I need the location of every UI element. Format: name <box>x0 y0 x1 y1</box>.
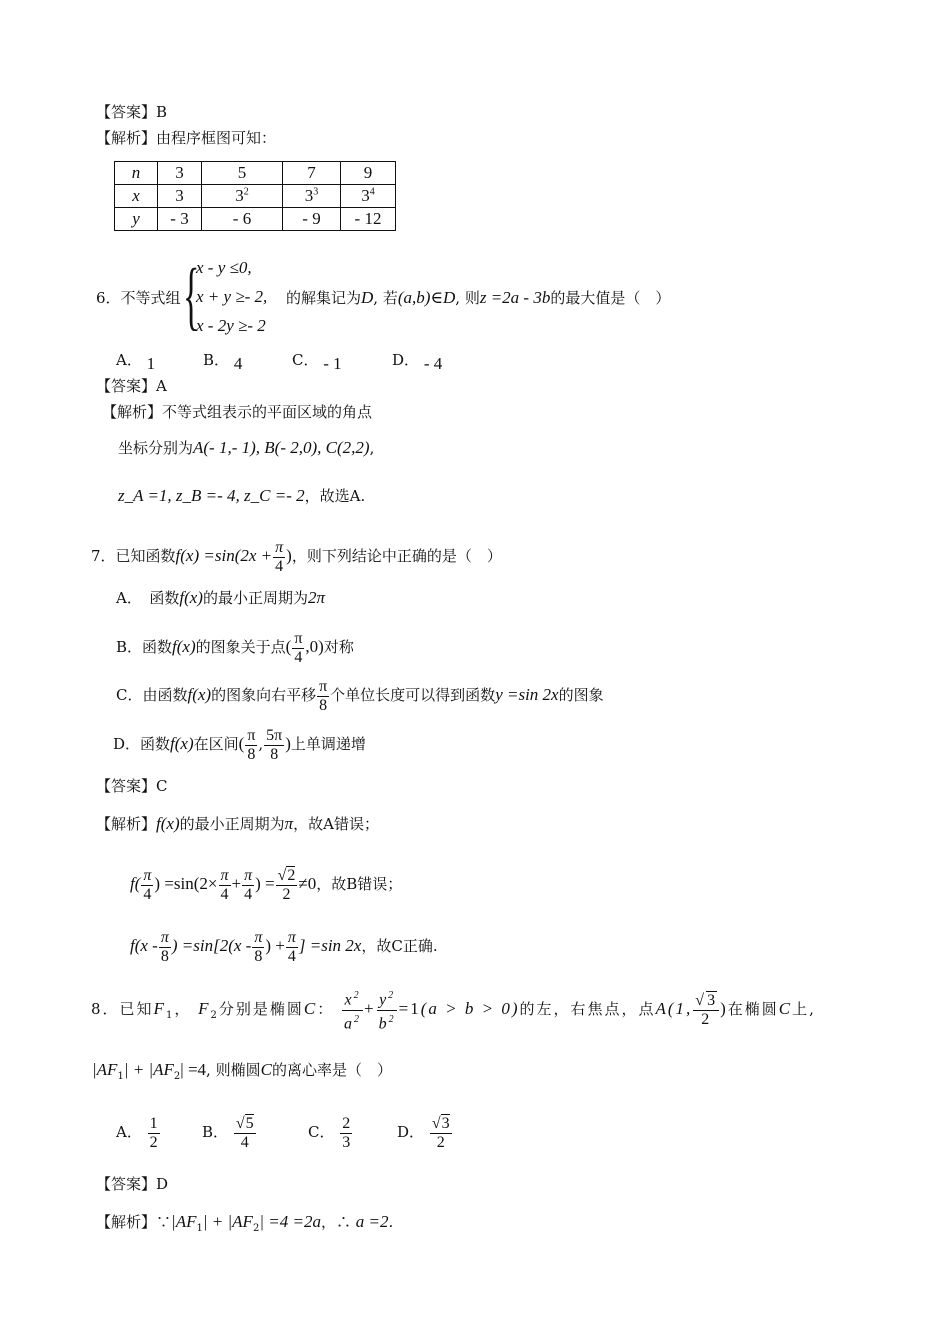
q6-option-a: A． 1 <box>116 351 156 373</box>
q7-option-a: A． 函数f(x)的最小正周期为2π <box>116 588 325 607</box>
q7-stem: 7．已知函数f(x) =sin(2x + $\frac{\pi}{4}$ )，则下列结论中正确的是（ ） <box>91 538 502 575</box>
q7-analysis-2: f( $\frac{\pi}{4}$ ) =sin(2× $\frac{\pi}{4}$ + $\frac{\pi}{4}$ ) = $\frac{√2}{2}$ ≠0，故B错误； <box>130 866 403 903</box>
table-head-y: y <box>115 208 158 231</box>
table-row <box>115 208 396 231</box>
table-cell: 3 <box>158 162 202 185</box>
table-head-x: x <box>115 185 158 208</box>
q7-answer: 【答案】C <box>96 777 168 795</box>
table-cell: $3^2$ <box>202 185 283 208</box>
q6-number: 6．不等式组 <box>96 289 181 307</box>
q6-option-c: C． - 1 <box>292 351 342 373</box>
q6-analysis-2: 坐标分别为A(- 1,- 1), B(- 2,0), C(2,2), <box>118 438 375 457</box>
q8-stem-line1: 8．已知$F_1$， $F_2$分别是椭圆C： $\frac{x^2}{a^2}$ + $\frac{y^2}{b^2}$ =1(a > b > 0)的左，右焦点，点A(1, $\frac{√3}{2}$ )在椭圆C上, <box>91 986 816 1039</box>
q8-option-d: D． $\frac{√3}{2}$ <box>397 1114 450 1151</box>
q5-analysis: 【解析】由程序框图可知： <box>96 129 277 147</box>
system-brace: { <box>183 254 200 338</box>
table-cell: - 9 <box>283 208 341 231</box>
q7-analysis-1: 【解析】f(x)的最小正周期为π，故A错误； <box>96 814 380 833</box>
q8-analysis: 【解析】$\because|AF_1| + |AF_2| =4 =2a$，∴ a =2. <box>96 1212 394 1234</box>
table-cell: - 3 <box>158 208 202 231</box>
q6-analysis-3: z_A =1, z_B =- 4, z_C =- 2，故选A. <box>118 486 366 505</box>
q7-option-d: D．函数f(x)在区间( $\frac{\pi}{8}$ , $\frac{5\pi}{8}$ )上单调递增 <box>113 726 366 763</box>
table-cell: - 12 <box>341 208 396 231</box>
table-cell: 9 <box>341 162 396 185</box>
q8-answer: 【答案】D <box>96 1175 169 1193</box>
q6-answer: 【答案】A <box>96 377 167 395</box>
q6-system-line2: x + y ≥- 2, <box>196 287 268 306</box>
table-head-n: n <box>115 162 158 185</box>
q6-option-b: B． 4 <box>203 351 243 373</box>
table-cell: 3 <box>158 185 202 208</box>
program-table <box>114 161 396 231</box>
q6-analysis-1: 【解析】不等式组表示的平面区域的角点 <box>102 403 373 421</box>
q8-option-c: C． $\frac{2}{3}$ <box>308 1114 351 1151</box>
q6-option-d: D． - 4 <box>392 351 443 373</box>
table-cell: 7 <box>283 162 341 185</box>
table-cell: $3^4$ <box>341 185 396 208</box>
table-row <box>115 185 396 208</box>
q6-system-line1: x - y ≤0, <box>196 258 252 277</box>
table-row <box>115 162 396 185</box>
table-cell: $3^3$ <box>283 185 341 208</box>
q7-analysis-3: f(x - $\frac{\pi}{8}$ ) =sin[2(x - $\frac{\pi}{8}$ ) + $\frac{\pi}{4}$ ] =sin 2x，故C正确. <box>130 928 438 965</box>
q6-system-line3: x - 2y ≥- 2 <box>196 316 266 335</box>
table-cell: - 6 <box>202 208 283 231</box>
q5-answer: 【答案】B <box>96 103 168 121</box>
table-cell: 5 <box>202 162 283 185</box>
q7-option-b: B．函数f(x)的图象关于点( $\frac{\pi}{4}$ ,0)对称 <box>116 629 354 666</box>
q6-stem: 的解集记为D, 若(a,b)∈D, 则z =2a - 3b的最大值是（ ） <box>286 288 671 307</box>
q8-option-a: A． $\frac{1}{2}$ <box>116 1114 158 1151</box>
q8-option-b: B． $\frac{√5}{4}$ <box>202 1114 254 1151</box>
q8-stem-line2: $|AF_1| + |AF_2| =4$, 则椭圆C的离心率是（ ） <box>92 1060 392 1082</box>
q7-option-c: C．由函数f(x)的图象向右平移 $\frac{\pi}{8}$ 个单位长度可以得到函数y =sin 2x的图象 <box>116 677 604 714</box>
